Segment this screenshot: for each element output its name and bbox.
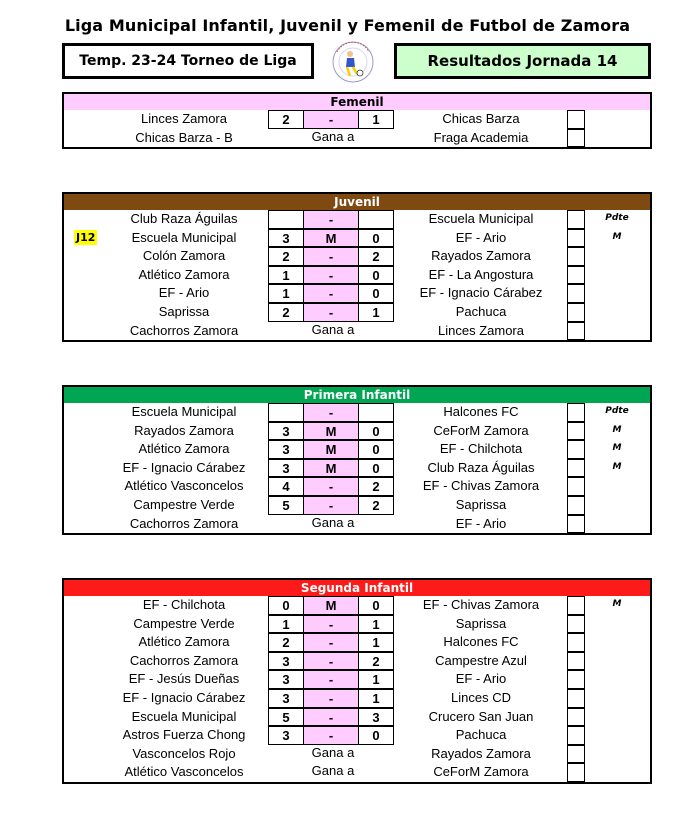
score-separator: M: [304, 422, 358, 441]
match-row: [64, 459, 650, 478]
away-score: 0: [358, 596, 394, 615]
status-checkbox[interactable]: [567, 745, 585, 764]
away-team: EF - Ario: [455, 671, 507, 687]
home-score: 4: [268, 477, 304, 496]
home-team: Escuela Municipal: [131, 708, 237, 724]
section-title: Segunda Infantil: [64, 580, 650, 596]
match-row: [64, 708, 650, 727]
walkover-label: Gana a: [311, 744, 355, 760]
home-team: Club Raza Águilas: [130, 211, 238, 226]
status-checkbox[interactable]: [567, 689, 585, 708]
home-team: Atlético Zamora: [138, 266, 230, 282]
away-team: Crucero San Juan: [428, 708, 534, 724]
away-score: 0: [358, 726, 394, 745]
away-score: 1: [358, 615, 394, 634]
home-team: Linces Zamora: [141, 111, 227, 126]
section-title: Juvenil: [64, 194, 650, 210]
home-score: 3: [268, 229, 304, 248]
status-checkbox[interactable]: [567, 596, 585, 615]
home-team: Cachorros Zamora: [129, 652, 239, 668]
away-team: Club Raza Águilas: [427, 459, 535, 475]
status-checkbox[interactable]: [567, 615, 585, 634]
away-team: Chicas Barza: [442, 111, 520, 126]
away-score: 0: [358, 459, 394, 478]
walkover-label: Gana a: [311, 128, 355, 144]
home-score: [268, 210, 304, 229]
status-checkbox[interactable]: [567, 284, 585, 303]
home-score: [268, 403, 304, 422]
home-score: 1: [268, 284, 304, 303]
away-score: 2: [358, 652, 394, 671]
results-label: Resultados Jornada 14: [427, 52, 618, 70]
away-score: 2: [358, 477, 394, 496]
score-separator: -: [304, 652, 358, 671]
away-score: 0: [358, 229, 394, 248]
away-score: 0: [358, 284, 394, 303]
away-score: 1: [358, 633, 394, 652]
score-separator: -: [304, 615, 358, 634]
away-score: 2: [358, 247, 394, 266]
home-score: 3: [268, 726, 304, 745]
match-row: [64, 422, 650, 441]
away-score: 1: [358, 670, 394, 689]
score-separator: -: [304, 210, 358, 229]
match-row: [64, 477, 650, 496]
home-score: 2: [268, 247, 304, 266]
status-checkbox[interactable]: [567, 266, 585, 285]
score-separator: -: [304, 110, 358, 129]
home-team: Atlético Vasconcelos: [124, 764, 244, 780]
home-team: Chicas Barza - B: [135, 129, 233, 145]
status-checkbox[interactable]: [567, 496, 585, 515]
match-row: [64, 745, 650, 764]
score-separator: -: [304, 708, 358, 727]
section-title: Primera Infantil: [64, 387, 650, 403]
match-row: [64, 652, 650, 671]
home-team: EF - Ario: [158, 285, 210, 301]
section-juvenil: [62, 192, 652, 342]
status-checkbox[interactable]: [567, 210, 585, 229]
home-score: 3: [268, 689, 304, 708]
status-note: M: [612, 424, 622, 435]
status-checkbox[interactable]: [567, 477, 585, 496]
away-team: CeForM Zamora: [433, 422, 529, 438]
status-checkbox[interactable]: [567, 708, 585, 727]
away-team: EF - La Angostura: [428, 266, 534, 282]
home-team: Atlético Vasconcelos: [124, 478, 244, 494]
away-score: 3: [358, 708, 394, 727]
away-team: Saprissa: [455, 615, 507, 631]
away-score: 1: [358, 689, 394, 708]
status-checkbox[interactable]: [567, 726, 585, 745]
match-row: [64, 726, 650, 745]
match-row: [64, 247, 650, 266]
season-box: [62, 43, 314, 79]
match-row: [64, 515, 650, 534]
status-checkbox[interactable]: [567, 670, 585, 689]
score-separator: -: [304, 477, 358, 496]
home-team: Campestre Verde: [133, 496, 235, 512]
away-team: Halcones FC: [443, 404, 519, 419]
score-separator: -: [304, 726, 358, 745]
home-score: 5: [268, 496, 304, 515]
status-note: Pdte: [605, 406, 629, 416]
match-row: [64, 129, 650, 148]
status-note: M: [612, 231, 622, 242]
away-score: 0: [358, 266, 394, 285]
status-checkbox[interactable]: [567, 110, 585, 129]
home-team: EF - Jesús Dueñas: [128, 671, 240, 687]
away-score: 1: [358, 303, 394, 322]
match-row: [64, 689, 650, 708]
away-team: Linces CD: [451, 689, 511, 705]
home-team: Saprissa: [158, 303, 210, 319]
home-score: 3: [268, 670, 304, 689]
match-row: [64, 322, 650, 341]
away-team: CeForM Zamora: [433, 764, 529, 780]
match-row: [64, 596, 650, 615]
match-row: [64, 403, 650, 422]
status-checkbox[interactable]: [567, 440, 585, 459]
home-team: Vasconcelos Rojo: [132, 745, 236, 761]
away-team: Saprissa: [455, 496, 507, 512]
page-title: Liga Municipal Infantil, Juvenil y Femenil de Futbol de Zamora: [64, 16, 631, 35]
away-score: 0: [358, 440, 394, 459]
home-team: Cachorros Zamora: [129, 515, 239, 531]
home-score: 3: [268, 459, 304, 478]
status-note: M: [612, 461, 622, 472]
section-segunda-infantil: [62, 578, 652, 784]
away-team: Campestre Azul: [435, 652, 527, 668]
score-separator: M: [304, 459, 358, 478]
status-checkbox[interactable]: [567, 403, 585, 422]
score-separator: M: [304, 596, 358, 615]
status-checkbox[interactable]: [567, 129, 585, 148]
away-team: EF - Ario: [455, 515, 507, 531]
status-checkbox[interactable]: [567, 322, 585, 341]
home-score: 2: [268, 633, 304, 652]
away-score: [358, 403, 394, 422]
status-checkbox[interactable]: [567, 515, 585, 534]
away-score: 1: [358, 110, 394, 129]
score-separator: -: [304, 266, 358, 285]
season-label: Temp. 23-24 Torneo de Liga: [79, 53, 297, 69]
score-separator: -: [304, 284, 358, 303]
round-tag: J12: [76, 230, 96, 244]
away-team: Pachuca: [455, 727, 507, 743]
away-team: Linces Zamora: [438, 322, 524, 338]
match-row: [64, 303, 650, 322]
away-team: Rayados Zamora: [431, 745, 531, 761]
home-team: Escuela Municipal: [131, 229, 237, 245]
away-team: EF - Ario: [455, 229, 507, 245]
score-separator: -: [304, 247, 358, 266]
score-separator: M: [304, 440, 358, 459]
home-score: 2: [268, 110, 304, 129]
home-score: 3: [268, 652, 304, 671]
home-score: 2: [268, 303, 304, 322]
status-note: M: [612, 599, 622, 609]
match-row: [64, 670, 650, 689]
away-team: EF - Chivas Zamora: [422, 478, 540, 494]
status-checkbox[interactable]: [567, 763, 585, 782]
section-primera-infantil: [62, 385, 652, 535]
section-femenil: [62, 92, 652, 149]
score-separator: -: [304, 689, 358, 708]
home-score: 1: [268, 266, 304, 285]
score-separator: -: [304, 303, 358, 322]
match-row: [64, 284, 650, 303]
home-team: EF - Ignacio Cárabez: [122, 689, 246, 705]
away-team: EF - Ignacio Cárabez: [419, 285, 543, 301]
match-row: [64, 615, 650, 634]
home-team: Campestre Verde: [133, 615, 235, 631]
walkover-label: Gana a: [311, 514, 355, 530]
away-score: 2: [358, 496, 394, 515]
away-team: Halcones FC: [443, 634, 519, 650]
match-row: [64, 266, 650, 285]
match-row: [64, 110, 650, 129]
walkover-label: Gana a: [311, 763, 355, 779]
status-note: M: [612, 443, 622, 454]
home-team: Atlético Zamora: [138, 441, 230, 457]
league-logo: [323, 40, 383, 84]
home-team: EF - Chilchota: [142, 597, 226, 612]
away-team: Pachuca: [455, 303, 507, 319]
score-separator: -: [304, 633, 358, 652]
home-team: Cachorros Zamora: [129, 322, 239, 338]
walkover-label: Gana a: [311, 321, 355, 337]
score-separator: -: [304, 670, 358, 689]
score-separator: M: [304, 229, 358, 248]
section-title: Femenil: [64, 94, 650, 110]
home-team: EF - Ignacio Cárabez: [122, 459, 246, 475]
home-score: 0: [268, 596, 304, 615]
score-separator: -: [304, 496, 358, 515]
match-row: [64, 210, 650, 229]
match-row: [64, 633, 650, 652]
home-team: Astros Fuerza Chong: [122, 727, 246, 743]
away-team: EF - Chivas Zamora: [422, 597, 540, 612]
status-checkbox[interactable]: [567, 229, 585, 248]
match-row: [64, 763, 650, 782]
status-checkbox[interactable]: [567, 652, 585, 671]
away-score: [358, 210, 394, 229]
status-checkbox[interactable]: [567, 303, 585, 322]
results-box: [394, 43, 651, 79]
match-row: [64, 496, 650, 515]
status-checkbox[interactable]: [567, 633, 585, 652]
home-team: Escuela Municipal: [131, 404, 237, 419]
away-team: Escuela Municipal: [428, 211, 534, 226]
status-checkbox[interactable]: [567, 459, 585, 478]
home-score: 3: [268, 440, 304, 459]
away-team: Fraga Academia: [433, 129, 529, 145]
away-team: Rayados Zamora: [431, 248, 531, 264]
away-team: EF - Chilchota: [439, 441, 523, 457]
status-checkbox[interactable]: [567, 422, 585, 441]
match-row: [64, 440, 650, 459]
home-score: 3: [268, 422, 304, 441]
status-note: Pdte: [605, 213, 629, 223]
match-row: [64, 229, 650, 248]
home-team: Colón Zamora: [142, 248, 226, 264]
score-separator: -: [304, 403, 358, 422]
away-score: 0: [358, 422, 394, 441]
home-score: 5: [268, 708, 304, 727]
home-team: Atlético Zamora: [138, 634, 230, 650]
home-team: Rayados Zamora: [134, 422, 234, 438]
home-score: 1: [268, 615, 304, 634]
status-checkbox[interactable]: [567, 247, 585, 266]
